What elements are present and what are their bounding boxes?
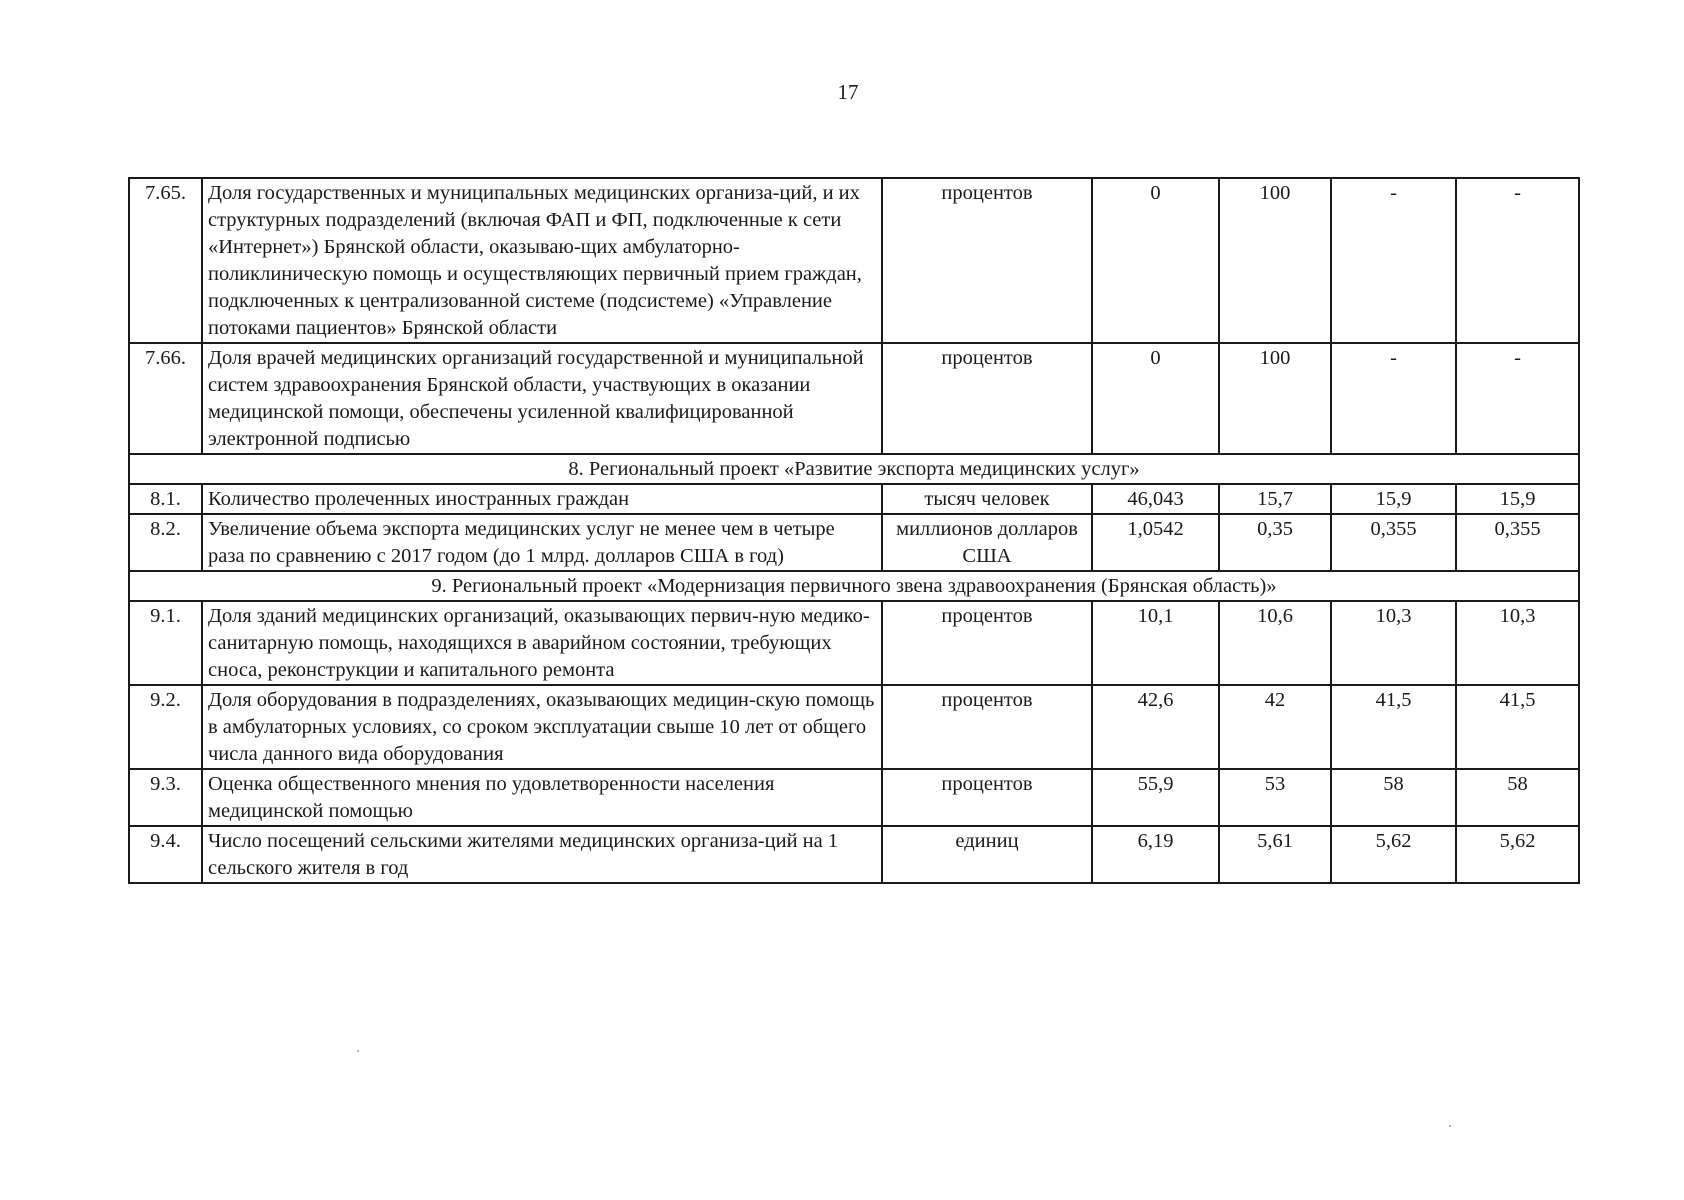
value-2: 15,7	[1219, 484, 1331, 514]
row-number: 9.2.	[129, 685, 202, 769]
indicator-name: Доля врачей медицинских организаций государственной и муниципальной систем здравоохранения Брянской области, участвующих в оказании медицинской помощи, обеспечены усиленной квалифицированной электронной подписью	[202, 343, 882, 454]
indicators-table	[128, 177, 1580, 884]
table-row	[129, 343, 1579, 454]
unit-of-measure: тысяч человек	[882, 484, 1092, 514]
value-4: 0,355	[1456, 514, 1579, 571]
value-3: 41,5	[1331, 685, 1456, 769]
value-3: -	[1331, 343, 1456, 454]
value-4: 5,62	[1456, 826, 1579, 883]
value-2: 42	[1219, 685, 1331, 769]
value-2: 53	[1219, 769, 1331, 826]
table-row	[129, 514, 1579, 571]
unit-of-measure: процентов	[882, 178, 1092, 343]
indicator-name: Доля оборудования в подразделениях, оказывающих медицин-скую помощь в амбулаторных условиях, со сроком эксплуатации свыше 10 лет от общего числа данного вида оборудования	[202, 685, 882, 769]
value-1: 46,043	[1092, 484, 1219, 514]
value-3: -	[1331, 178, 1456, 343]
scan-speck	[357, 1050, 359, 1052]
unit-of-measure: процентов	[882, 685, 1092, 769]
row-number: 9.3.	[129, 769, 202, 826]
value-1: 10,1	[1092, 601, 1219, 685]
indicator-name: Доля государственных и муниципальных медицинских организа-ций, и их структурных подразделений (включая ФАП и ФП, подключенные к сети «Интернет») Брянской области, оказываю-щих амбулаторно-поликлиническую помощь и осуществляющих первичный прием граждан, подключенных к централизованной системе (подсистеме) «Управление потоками пациентов» Брянской области	[202, 178, 882, 343]
page-number: 17	[837, 80, 859, 104]
value-4: 58	[1456, 769, 1579, 826]
indicator-name: Оценка общественного мнения по удовлетворенности населения медицинской помощью	[202, 769, 882, 826]
value-2: 100	[1219, 178, 1331, 343]
table-row	[129, 601, 1579, 685]
table-row	[129, 769, 1579, 826]
table-row	[129, 178, 1579, 343]
value-2: 10,6	[1219, 601, 1331, 685]
row-number: 8.1.	[129, 484, 202, 514]
value-2: 0,35	[1219, 514, 1331, 571]
unit-of-measure: процентов	[882, 343, 1092, 454]
value-3: 58	[1331, 769, 1456, 826]
unit-of-measure: процентов	[882, 769, 1092, 826]
value-4: 41,5	[1456, 685, 1579, 769]
value-1: 42,6	[1092, 685, 1219, 769]
value-4: -	[1456, 178, 1579, 343]
unit-of-measure: миллионов долларов США	[882, 514, 1092, 571]
value-3: 15,9	[1331, 484, 1456, 514]
value-3: 5,62	[1331, 826, 1456, 883]
table-row	[129, 826, 1579, 883]
value-4: 15,9	[1456, 484, 1579, 514]
indicator-name: Количество пролеченных иностранных граждан	[202, 484, 882, 514]
indicator-name: Увеличение объема экспорта медицинских услуг не менее чем в четыре раза по сравнению с 2017 годом (до 1 млрд. долларов США в год)	[202, 514, 882, 571]
value-3: 10,3	[1331, 601, 1456, 685]
value-1: 1,0542	[1092, 514, 1219, 571]
value-4: 10,3	[1456, 601, 1579, 685]
row-number: 9.4.	[129, 826, 202, 883]
indicator-name: Число посещений сельскими жителями медицинских организа-ций на 1 сельского жителя в год	[202, 826, 882, 883]
value-1: 0	[1092, 343, 1219, 454]
section-row	[129, 571, 1579, 601]
row-number: 8.2.	[129, 514, 202, 571]
unit-of-measure: процентов	[882, 601, 1092, 685]
indicator-name: Доля зданий медицинских организаций, оказывающих первич-ную медико-санитарную помощь, находящихся в аварийном состоянии, требующих сноса, реконструкции и капитального ремонта	[202, 601, 882, 685]
value-3: 0,355	[1331, 514, 1456, 571]
section-title: 8. Региональный проект «Развитие экспорта медицинских услуг»	[129, 454, 1579, 484]
section-title: 9. Региональный проект «Модернизация первичного звена здравоохранения (Брянская область)»	[129, 571, 1579, 601]
row-number: 9.1.	[129, 601, 202, 685]
value-2: 5,61	[1219, 826, 1331, 883]
value-1: 6,19	[1092, 826, 1219, 883]
value-1: 55,9	[1092, 769, 1219, 826]
table-row	[129, 685, 1579, 769]
unit-of-measure: единиц	[882, 826, 1092, 883]
row-number: 7.66.	[129, 343, 202, 454]
section-row	[129, 454, 1579, 484]
table-row	[129, 484, 1579, 514]
value-4: -	[1456, 343, 1579, 454]
value-2: 100	[1219, 343, 1331, 454]
row-number: 7.65.	[129, 178, 202, 343]
scan-speck	[1449, 1125, 1451, 1127]
value-1: 0	[1092, 178, 1219, 343]
